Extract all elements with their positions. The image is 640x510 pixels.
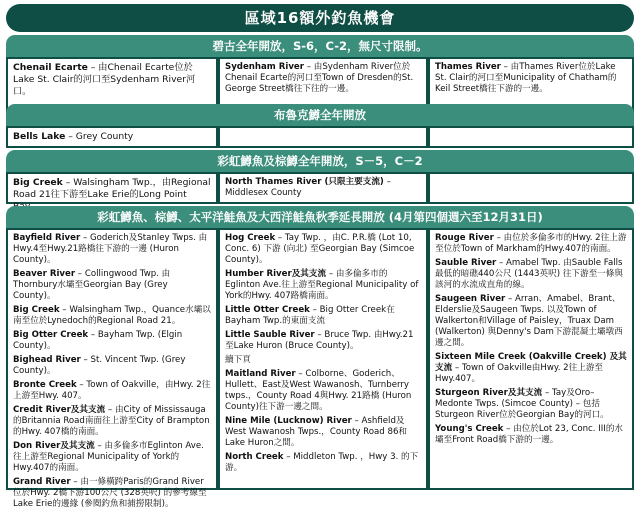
entry-desc: – Ashfield及West Wawanosh Twps.，County Road 86和Lake Huron之間。 <box>225 416 408 448</box>
entry-desc: – Town of Oakville由Hwy. 2往上游至Hwy.407。 <box>435 363 604 384</box>
entry-desc: – 由City of Mississauga的Britannia Road南面往上游至City of Brampton的Hwy. 407橋的南面。 <box>13 405 210 437</box>
section-header-rainbow-brown: 彩虹鱒魚及棕鱒全年開放，S－5，C－2 <box>6 150 634 172</box>
section-fall-col-3 <box>426 230 632 488</box>
entry-name: Thames River <box>435 62 501 72</box>
entry-name: Grand River <box>13 477 71 487</box>
entry-name: Little Sauble River <box>225 330 315 340</box>
entry-name: Bayfield River <box>13 233 81 243</box>
entry-desc: – Walsingham Twp.，由Regional Road 21往下游至Lake Erie的Long Point <box>13 177 211 200</box>
entry-desc: – 由位於Lot 23, Conc. III的水壩至Front Road橋下游的一邊。 <box>435 424 624 445</box>
entry-name: Sixteen Mile Creek (Oakville Creek) 及其支流 <box>435 352 627 373</box>
entry-desc: – Collingwood Twp. 由Thornbury水壩至Georgian Bay (Grey County)。 <box>13 269 171 301</box>
entry-name: Don River及其支流 <box>13 441 95 451</box>
entry-desc: – Tay Twp. ，由C. P.R.橋 (Lot 10, Conc. 6) 下游 (向北) 至Georgian Bay (Simcoe County)。 <box>225 233 415 265</box>
entry-name: Hog Creek <box>225 233 276 243</box>
section-header-bass: 碧古全年開放，S-6，C-2，無尺寸限制。 <box>6 35 634 57</box>
entry-desc: – Bruce Twp. 由Hwy.21至Lake Huron (Bruce County)。 <box>225 330 414 351</box>
section-rainbow-brown <box>6 172 634 204</box>
section-brook-col-2 <box>216 128 426 146</box>
entry-desc: – Walsingham Twp.，Quance水壩以南至位於Lynedoch的Regional Road 21。 <box>13 305 211 326</box>
entry-desc: – Town of Oakville，由Hwy. 2往上游至Hwy. 407。 <box>13 380 211 401</box>
section-fall-col-2 <box>216 230 426 488</box>
entry-desc: – Colborne、Goderich、Hullett、East及West Wawanosh、Turnberry twps.，County Road 4與Hwy. 21路橋 (Huron County)往下游一邊之間。 <box>225 369 412 412</box>
entry-desc: – Big Otter Creek在Bayham Twp.的東面支流 <box>225 305 395 326</box>
entry-name: North Thames River (只限主要支流) <box>225 177 384 187</box>
section-fall-extended <box>6 228 634 509</box>
entry-desc: – Grey County <box>65 131 134 142</box>
section-rb-col-3 <box>426 174 632 202</box>
entry-name: Chenail Ecarte <box>13 62 88 73</box>
entry-name: Sturgeon River及其支流 <box>435 388 543 398</box>
entry-desc: – 由Chenail Ecarte位於Lake St. Clair的河口至Sydenham River河口。 <box>13 62 196 97</box>
entry-name: Rouge River <box>435 233 494 243</box>
entry-name: Little Otter Creek <box>225 305 310 315</box>
entry-desc: – 由多倫多市Eglinton Ave.往上游至Regional Municipality of York的Hwy.407的南面。 <box>13 441 204 473</box>
entry-name: Big Creek <box>13 177 63 188</box>
entry-name: Sydenham River <box>225 62 304 72</box>
entry-desc: – 由Thames River位於Lake St. Clair的河口至Municipality of Chatham的Keil Street橋往下游的一邊。 <box>435 62 617 94</box>
page-title: 區域16額外釣魚機會 <box>6 4 634 32</box>
entry-desc: – Tay及Oro–Medonte Twps. (Simcoe County) – 包括Sturgeon River位於Georgian Bay的河口。 <box>435 388 609 420</box>
entry-desc: – Middleton Twp. ，Hwy 3. 的下游。 <box>225 452 419 473</box>
entry-name: Bighead River <box>13 355 81 365</box>
continued-note: 續下頁 <box>225 355 251 365</box>
entry-desc: – 由多倫多市的Eglinton Ave.往上游至Regional Municipality of York的Hwy. 407路橋南面。 <box>225 269 419 301</box>
entry-name: Saugeen River <box>435 294 506 304</box>
section-fall-col-1 <box>8 230 216 509</box>
entry-desc: – Goderich及Stanley Twps. 由Hwy.4至Hwy.21路橋往下游的一邊 (Huron County)。 <box>13 233 208 265</box>
entry-name: Big Creek <box>13 305 60 315</box>
entry-name: Young's Creek <box>435 424 504 434</box>
entry-desc: – Middlesex County <box>225 177 391 198</box>
entry-desc: – Arran、Amabel、Brant、Elderslie及Saugeen Twps. 以及Town of Walkerton和Village of Paisley，Truax Dam (Walkerton) 與Denny's Dam下游混凝土壩墩西邊之間。 <box>435 294 623 348</box>
entry-name: Bells Lake <box>13 131 66 142</box>
entry-desc: – St. Vincent Twp. (Grey County)。 <box>13 355 186 376</box>
entry-name: North Creek <box>225 452 284 462</box>
section-brook-col-1 <box>8 128 216 146</box>
section-header-fall-extended: 彩虹鱒魚、棕鱒、太平洋鮭魚及大西洋鮭魚秋季延長開放 (4月第四個週六至12月31日) <box>6 206 634 228</box>
entry-name: Nine Mile (Lucknow) River <box>225 416 352 426</box>
entry-desc: – 由一條橫跨Paris的Grand River位於Hwy. 2橋下游100公尺 (328英呎) 的參考線至Lake Erie的邊緣 (參閱釣魚和捕撈限制)。 <box>13 477 207 509</box>
entry-desc: – Bayham Twp. (Elgin County)。 <box>13 330 183 351</box>
entry-name: Beaver River <box>13 269 76 279</box>
entry-name: Credit River及其支流 <box>13 405 106 415</box>
entry-desc: – 由Sydenham River位於Chenail Ecarte的河口至Town of Dresden的St. George Street橋往下往的一邊。 <box>225 62 414 94</box>
entry-name: Big Otter Creek <box>13 330 89 340</box>
section-brook-col-3 <box>426 128 632 146</box>
entry-desc: – Amabel Twp. 由Sauble Falls最低的暗礁440公尺 (1443英呎) 往下游至一條與該河的水流成直角的線。 <box>435 258 623 290</box>
entry-desc: – 由位於多倫多市的Hwy. 2往上游至位於Town of Markham的Hwy.407的南面。 <box>435 233 627 254</box>
section-rb-col-1 <box>8 174 216 202</box>
section-rb-col-2 <box>216 174 426 202</box>
entry-name: Maitland River <box>225 369 296 379</box>
entry-name: Sauble River <box>435 258 497 268</box>
section-header-brook-trout: 布魯克鱒全年開放 <box>6 104 634 126</box>
section-brook-trout <box>6 126 634 148</box>
entry-name: Humber River及其支流 <box>225 269 327 279</box>
entry-name: Bronte Creek <box>13 380 77 390</box>
